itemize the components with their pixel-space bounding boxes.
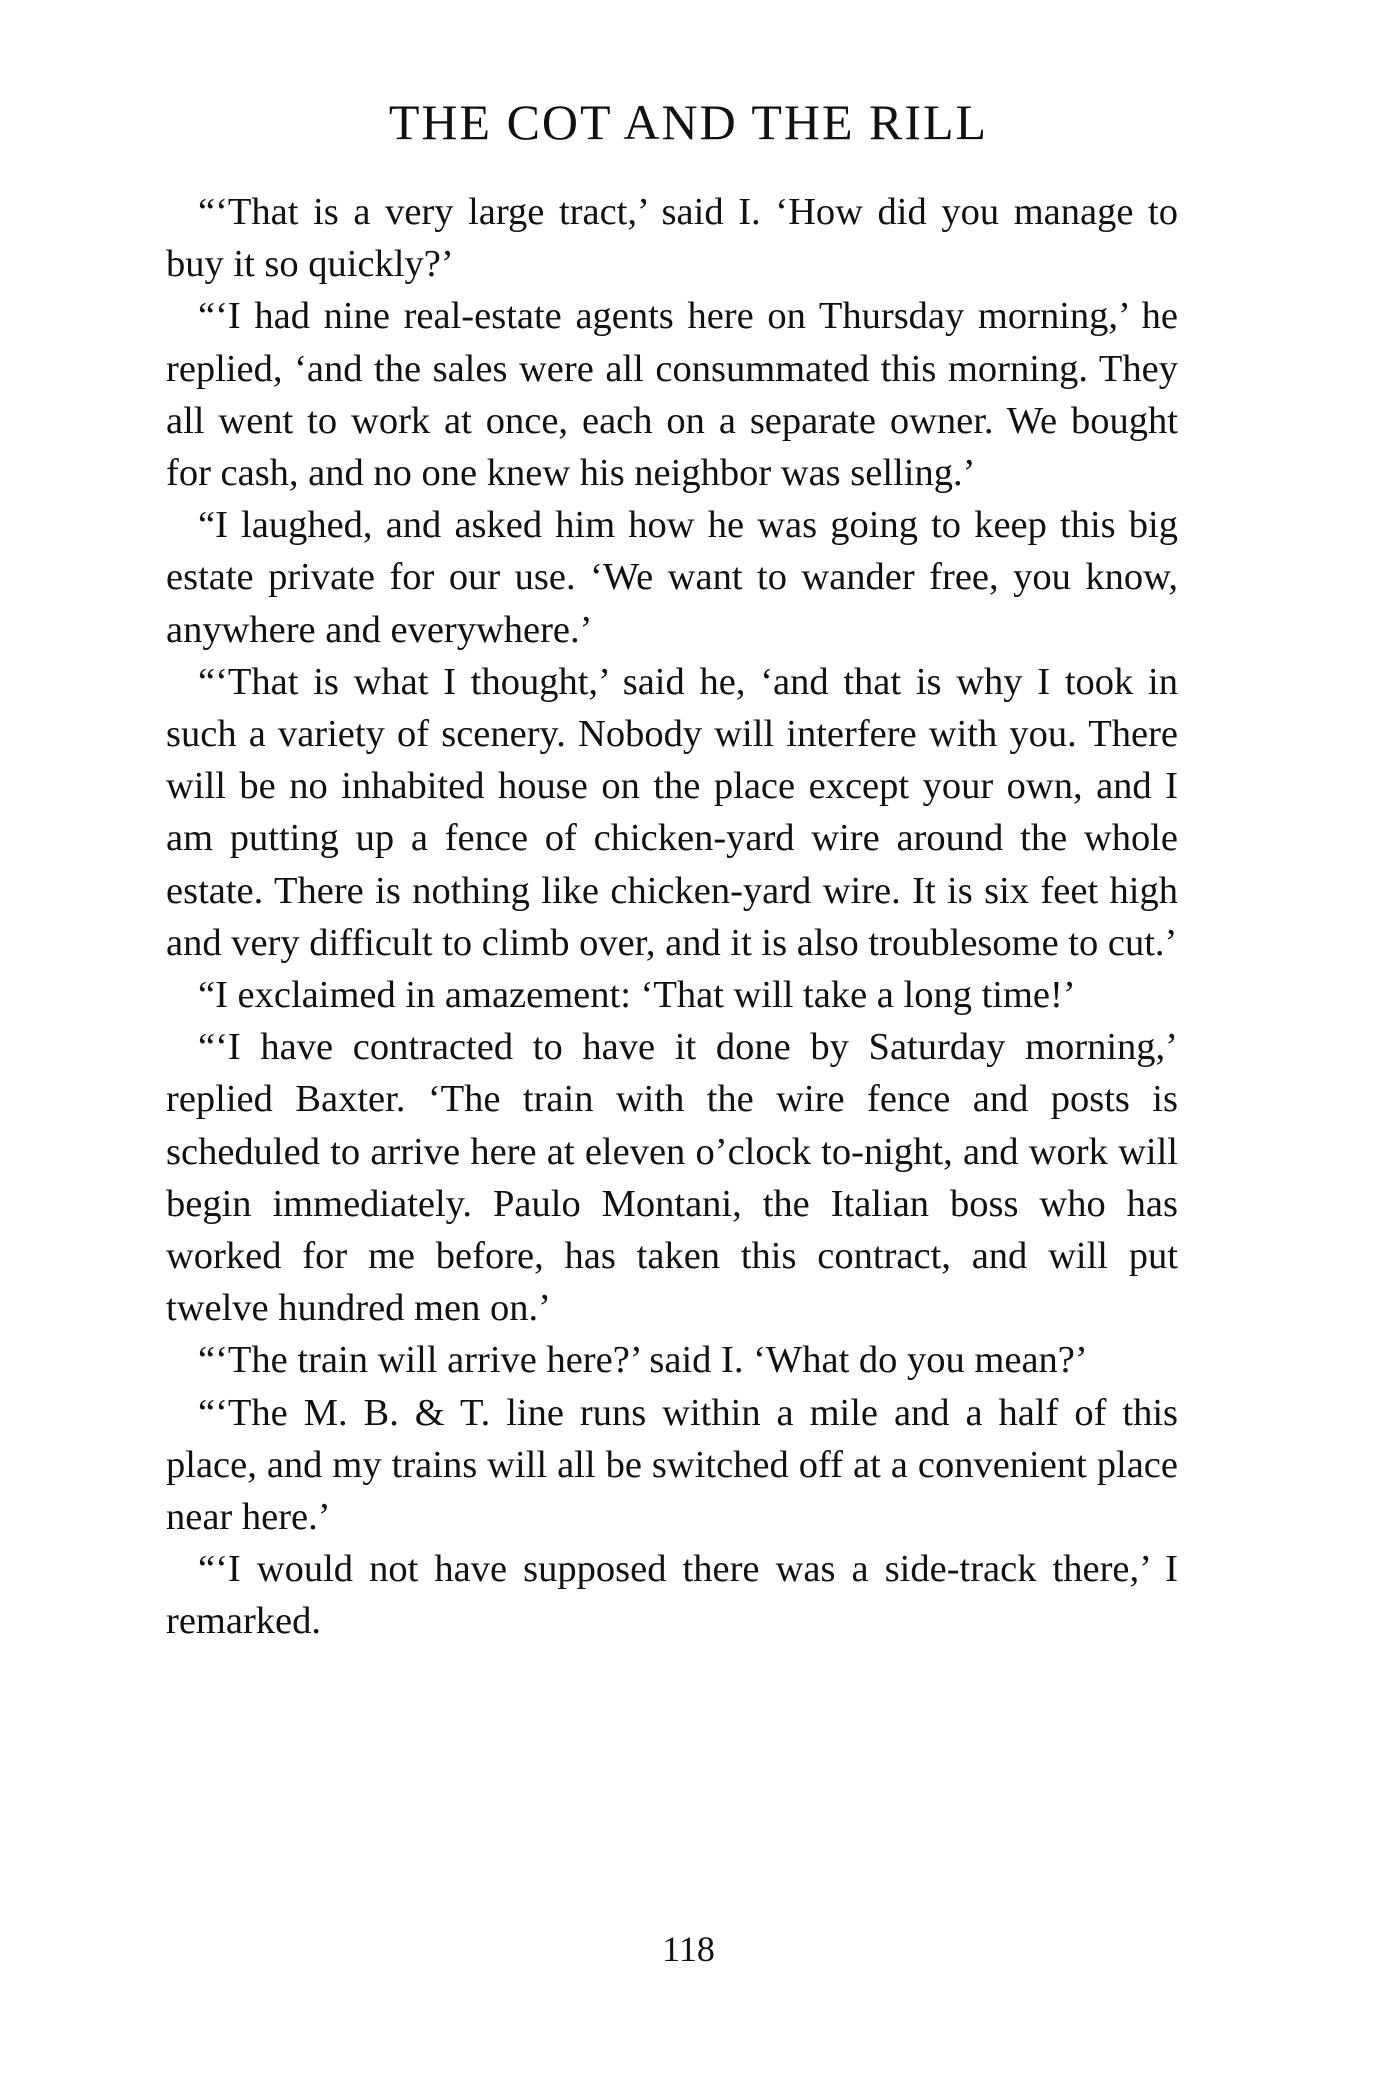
paragraph: “I laughed, and asked him how he was going to keep this big estate private for our use. ‘We want to wander free, you know, anywhere and everywhere.’	[166, 504, 1178, 651]
paragraph: “‘The M. B. & T. line runs within a mile and a half of this place, and my trains will all be switched off at a convenient place near here.’	[166, 1391, 1178, 1539]
page-number: 118	[662, 1929, 715, 1969]
paragraph: “‘The train will arrive here?’ said I. ‘What do you mean?’	[198, 1339, 1088, 1382]
paragraph: “I exclaimed in amazement: ‘That will take a long time!’	[198, 974, 1076, 1017]
paragraph: “‘I would not have supposed there was a side-track there,’ I remarked.	[166, 1548, 1178, 1643]
paragraph: “‘I had nine real-estate agents here on Thursday morning,’ he replied, ‘and the sales were all consummated this morning. They all went to work at once, each on a separate owner. We bought for cash, and no one knew his neighbor was selling.’	[166, 295, 1178, 495]
paragraph: “‘That is a very large tract,’ said I. ‘How did you manage to buy it so quickly?’	[166, 191, 1178, 286]
body-text	[166, 186, 1178, 1648]
paragraph: “‘I have contracted to have it done by Saturday morning,’ replied Baxter. ‘The train with the wire fence and posts is scheduled to arrive here at eleven o’clock to-night, and work will begin immediately. Paulo Montani, the Italian boss who has worked for me before, has taken this contract, and will put twelve hundred men on.’	[166, 1026, 1178, 1330]
running-head: THE COT AND THE RILL	[388, 94, 989, 150]
paragraph: “‘That is what I thought,’ said he, ‘and that is why I took in such a variety of scenery. Nobody will interfere with you. There will be no inhabited house on the place except your own, and I am putting up a fence of chicken-yard wire around the whole estate. There is nothing like chicken-yard wire. It is six feet high and very difficult to climb over, and it is also troublesome to cut.’	[166, 660, 1178, 964]
